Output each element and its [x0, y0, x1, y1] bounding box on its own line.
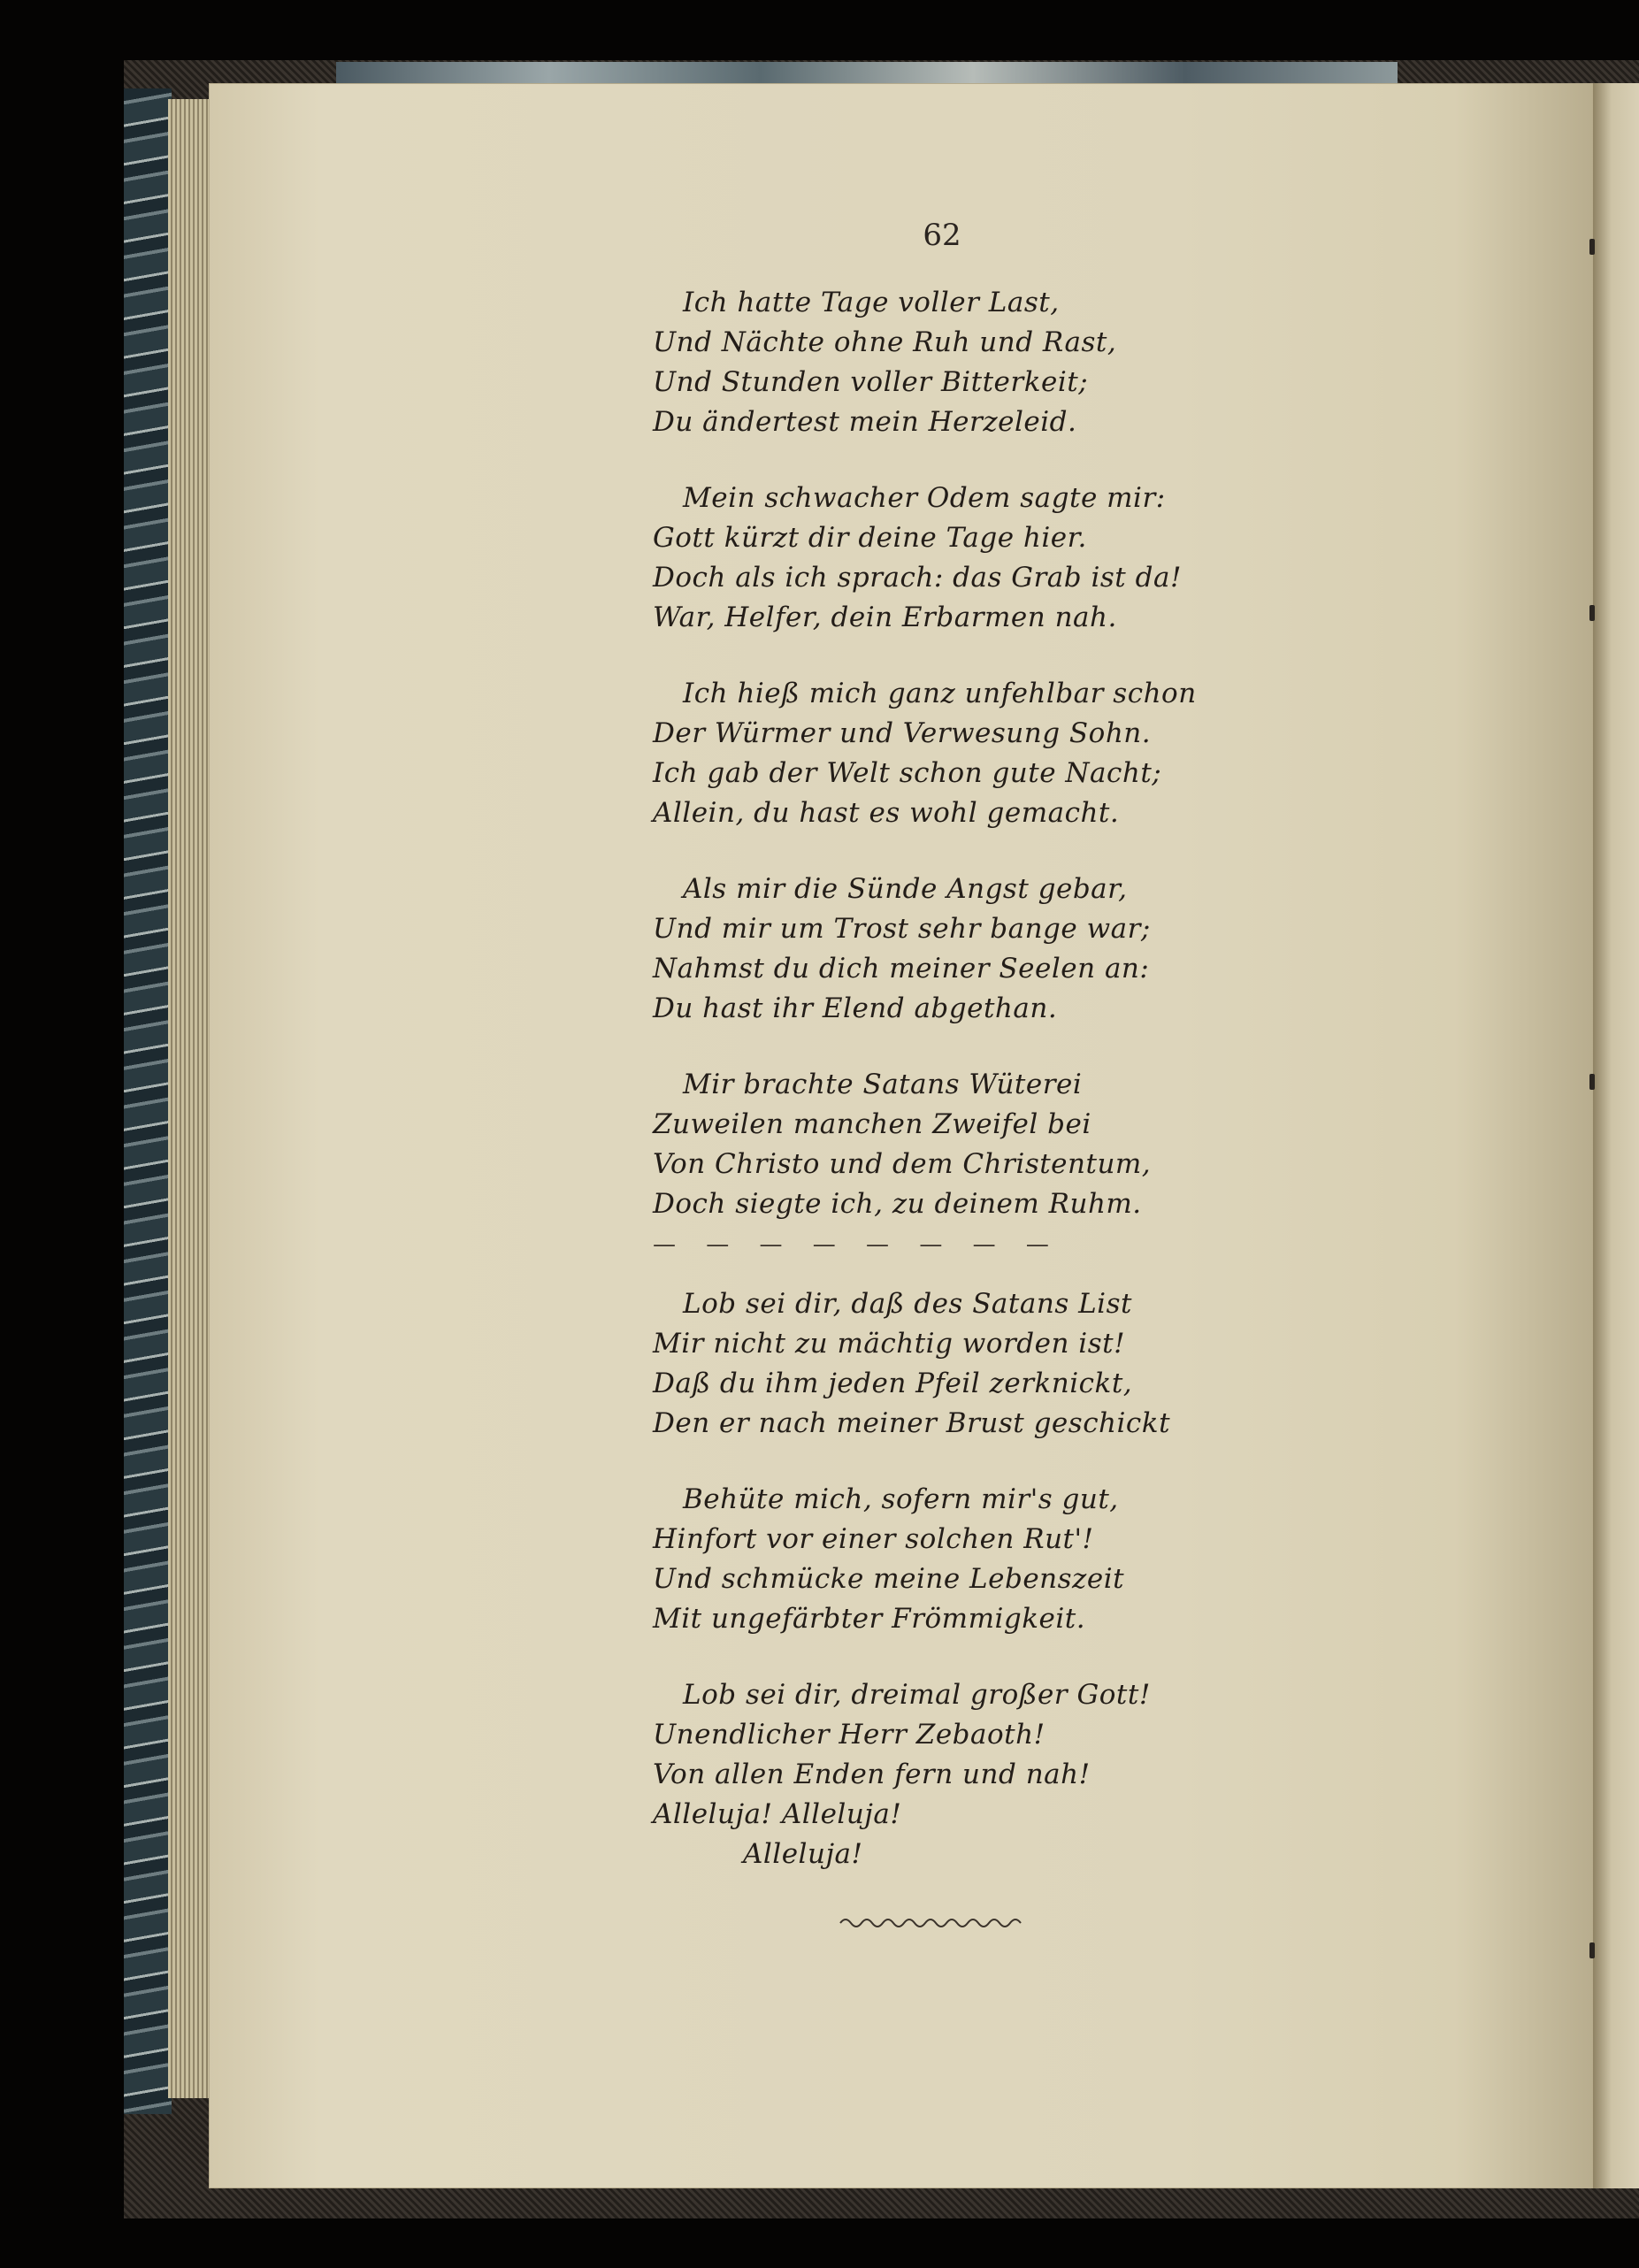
stanza [653, 1065, 1210, 1224]
poem-part-2 [653, 1284, 1210, 1911]
poem-line: Als mir die Sünde Angst gebar, [683, 873, 1128, 905]
poem-line: Gott kürzt dir deine Tage hier. [653, 522, 1087, 554]
tail-ornament [839, 1912, 1028, 1934]
marbled-edge-top [336, 62, 1398, 85]
poem-line: Ich hatte Tage voller Last, [683, 287, 1060, 318]
poem-line: Daß du ihm jeden Pfeil zerknickt, [653, 1368, 1133, 1399]
poem-line: Mein schwacher Odem sagte mir: [683, 482, 1166, 514]
poem-line: Allein, du hast es wohl gemacht. [653, 797, 1120, 829]
poem-line: Und Stunden voller Bitterkeit; [653, 366, 1089, 398]
poem-line: Mir nicht zu mächtig worden ist! [653, 1328, 1126, 1360]
poem-line: Der Würmer und Verwesung Sohn. [653, 717, 1152, 749]
binding-mark [1589, 1074, 1595, 1090]
binding-mark [1589, 1942, 1595, 1958]
binding-mark [1589, 605, 1595, 621]
poem-line: Du hast ihr Elend abgethan. [653, 992, 1058, 1024]
poem-line: Mit ungefärbter Frömmigkeit. [653, 1603, 1086, 1635]
stanza [653, 1480, 1210, 1639]
poem-line: Lob sei dir, dreimal großer Gott! [683, 1679, 1151, 1711]
poem-line: Ich gab der Welt schon gute Nacht; [653, 757, 1162, 789]
poem-line: Lob sei dir, daß des Satans List [683, 1288, 1132, 1320]
facing-page-edge [1593, 83, 1639, 2188]
poem-line: Und schmücke meine Lebenszeit [653, 1563, 1125, 1595]
poem-line: Ich hieß mich ganz unfehlbar schon [683, 678, 1197, 709]
poem-line: Nahmst du dich meiner Seelen an: [653, 953, 1150, 985]
poem-line: Du ändertest mein Herzeleid. [653, 406, 1077, 438]
poem-line: Doch siegte ich, zu deinem Ruhm. [653, 1188, 1142, 1220]
binding-mark [1589, 239, 1595, 255]
page-edges [168, 99, 214, 2098]
stanza [653, 1284, 1210, 1444]
stanza [653, 479, 1210, 638]
poem-line: Und mir um Trost sehr bange war; [653, 913, 1151, 945]
poem-line: Behüte mich, sofern mir's gut, [683, 1483, 1119, 1515]
stanza [653, 283, 1210, 442]
stanza [653, 1675, 1210, 1874]
poem-line: Mir brachte Satans Wüterei [683, 1069, 1083, 1100]
poem-line: Den er nach meiner Brust geschickt [653, 1407, 1171, 1439]
separator-dashes: — — — — — — — — [653, 1231, 1061, 1258]
poem-line: Alleluja! Alleluja! [653, 1798, 902, 1830]
poem-line: Von allen Enden fern und nah! [653, 1758, 1091, 1790]
page-number: 62 [923, 218, 961, 253]
poem-line: Hinfort vor einer solchen Rut'! [653, 1523, 1094, 1555]
marbled-edge-left [124, 88, 172, 2114]
poem-line: Doch als ich sprach: das Grab ist da! [653, 562, 1182, 594]
poem-line: War, Helfer, dein Erbarmen nah. [653, 601, 1117, 633]
poem-line: Von Christo und dem Christentum, [653, 1148, 1152, 1180]
poem-part-1 [653, 283, 1210, 1260]
poem-line: Unendlicher Herr Zebaoth! [653, 1719, 1045, 1751]
poem-line: Und Nächte ohne Ruh und Rast, [653, 326, 1117, 358]
poem-line: Zuweilen manchen Zweifel bei [653, 1108, 1091, 1140]
stanza [653, 870, 1210, 1029]
stanza [653, 674, 1210, 833]
poem-line: Alleluja! [743, 1838, 863, 1870]
